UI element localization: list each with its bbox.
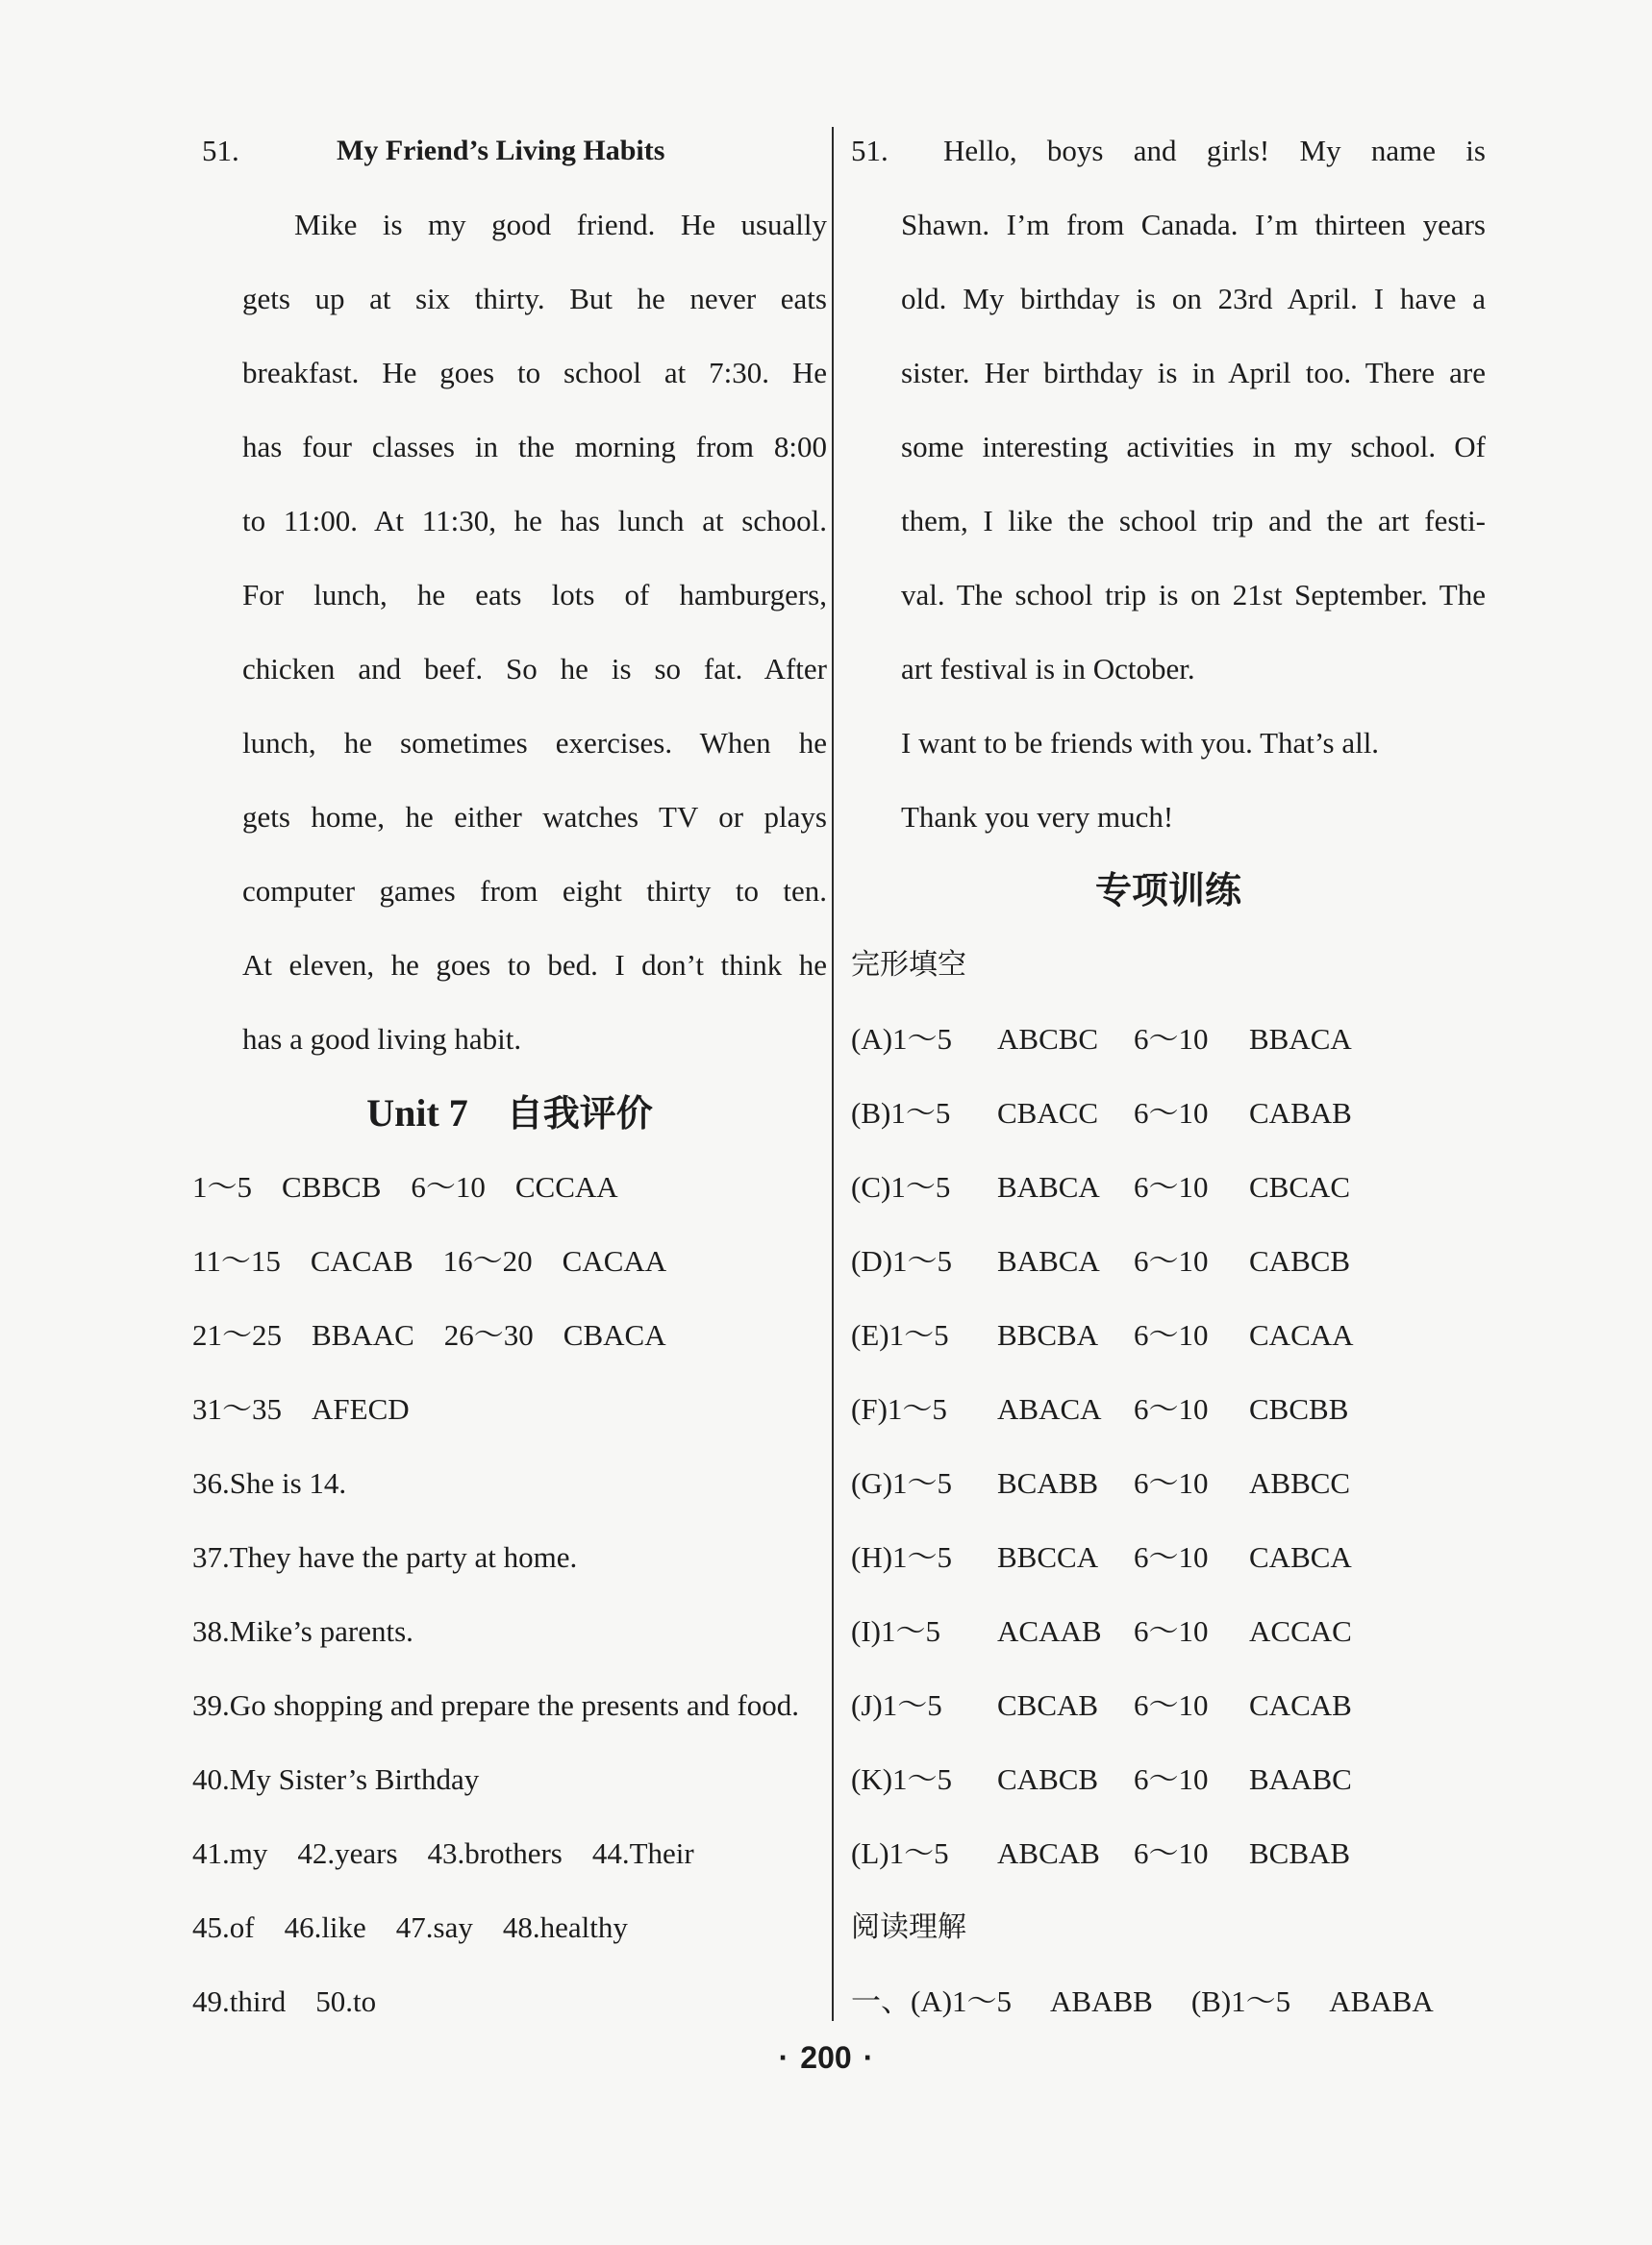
answer-line: 41.my 42.years 43.brothers 44.Their	[192, 1836, 694, 1870]
speech-line: Shawn. I’m from Canada. I’m thirteen years	[901, 208, 1486, 241]
column-divider	[832, 127, 834, 2021]
cloze-row	[851, 1002, 1486, 1076]
answer-line: 11～15 CACAB 16～20 CACAA	[192, 1244, 667, 1278]
speech-body	[851, 113, 1486, 854]
reading-a-label: 一、(A)1～5	[851, 1984, 1013, 2018]
reading-b-label: (B)1～5	[1190, 1984, 1291, 2018]
cloze-row	[851, 1224, 1486, 1298]
cloze-answers-1: BBCBA	[997, 1318, 1099, 1352]
essay-title: My Friend’s Living Habits	[337, 135, 665, 166]
answer-line: 40.My Sister’s Birthday	[192, 1762, 480, 1796]
speech-line: I want to be friends with you. That’s all.	[901, 726, 1380, 760]
cloze-answers-1: CABCB	[997, 1762, 1099, 1796]
cloze-range-2: 6～10	[1134, 1096, 1209, 1130]
essay-line: chicken and beef. So he is so fat. After	[242, 652, 827, 686]
page-number: · 200 ·	[778, 2040, 874, 2075]
speech-number: 51.	[851, 134, 889, 167]
cloze-answers-1: ACAAB	[997, 1614, 1102, 1648]
left-column	[192, 113, 827, 2038]
essay-line: to 11:00. At 11:30, he has lunch at school.	[242, 504, 827, 537]
answer-line: 39.Go shopping and prepare the presents and food.	[192, 1688, 800, 1722]
speech-line: some interesting activities in my school. Of	[901, 430, 1486, 463]
speech-line: old. My birthday is on 23rd April. I have a	[901, 282, 1486, 315]
cloze-range-2: 6～10	[1134, 1244, 1209, 1278]
answer-line: 38.Mike’s parents.	[192, 1614, 413, 1648]
section-title: 专项训练	[1094, 869, 1241, 911]
cloze-answer-list	[851, 1002, 1486, 1890]
cloze-label: (I)1～5	[851, 1614, 940, 1648]
cloze-answers-1: ABACA	[997, 1392, 1102, 1426]
speech-line	[851, 113, 1486, 187]
cloze-label: (B)1～5	[851, 1096, 951, 1130]
speech-line: sister. Her birthday is in April too. There are	[901, 356, 1486, 389]
cloze-answers-2: ABBCC	[1249, 1466, 1351, 1500]
cloze-answers-2: BAABC	[1249, 1762, 1352, 1796]
cloze-answers-1: BBCCA	[997, 1540, 1099, 1574]
essay-line: has a good living habit.	[242, 1022, 522, 1056]
cloze-row	[851, 1372, 1486, 1446]
cloze-row	[851, 1520, 1486, 1594]
cloze-range-2: 6～10	[1134, 1762, 1209, 1796]
cloze-label: (A)1～5	[851, 1022, 953, 1056]
cloze-label: (K)1～5	[851, 1762, 953, 1796]
cloze-range-2: 6～10	[1134, 1170, 1209, 1204]
cloze-row	[851, 1594, 1486, 1668]
cloze-range-2: 6～10	[1134, 1540, 1209, 1574]
cloze-label: (D)1～5	[851, 1244, 953, 1278]
cloze-answers-2: CABAB	[1249, 1096, 1352, 1130]
essay-line: lunch, he sometimes exercises. When he	[242, 726, 827, 760]
cloze-range-2: 6～10	[1134, 1466, 1209, 1500]
cloze-range-2: 6～10	[1134, 1318, 1209, 1352]
cloze-answers-2: CABCA	[1249, 1540, 1352, 1574]
answer-list	[192, 1150, 827, 2038]
cloze-answers-2: CABCB	[1249, 1244, 1351, 1278]
page-number-value: 200	[800, 2040, 852, 2075]
cloze-answers-2: BBACA	[1249, 1022, 1352, 1056]
reading-b-answers: ABABA	[1329, 1984, 1434, 2018]
cloze-label: (F)1～5	[851, 1392, 947, 1426]
cloze-row	[851, 1150, 1486, 1224]
cloze-label: (E)1～5	[851, 1318, 949, 1352]
unit-title: 自我评价	[506, 1092, 653, 1135]
cloze-answers-2: CACAB	[1249, 1688, 1352, 1722]
cloze-row	[851, 1816, 1486, 1890]
cloze-answers-1: CBACC	[997, 1096, 1099, 1130]
speech-line-text: Hello, boys and girls! My name is	[943, 134, 1486, 167]
unit-heading	[192, 1076, 827, 1150]
answer-line: 36.She is 14.	[192, 1466, 347, 1500]
cloze-row	[851, 1668, 1486, 1742]
answer-line: 21～25 BBAAC 26～30 CBACA	[192, 1318, 666, 1352]
essay-line: gets up at six thirty. But he never eats	[242, 282, 827, 315]
cloze-answers-1: ABCAB	[997, 1836, 1100, 1870]
cloze-label: (H)1～5	[851, 1540, 953, 1574]
essay-line: has four classes in the morning from 8:00	[242, 430, 827, 463]
cloze-answers-2: CACAA	[1249, 1318, 1354, 1352]
cloze-answers-1: BABCA	[997, 1170, 1100, 1204]
cloze-row	[851, 1446, 1486, 1520]
speech-line: art festival is in October.	[901, 652, 1195, 686]
cloze-label: (G)1～5	[851, 1466, 953, 1500]
essay-line: computer games from eight thirty to ten.	[242, 874, 827, 908]
cloze-row	[851, 1076, 1486, 1150]
answer-line: 49.third 50.to	[192, 1984, 377, 2018]
cloze-range-2: 6～10	[1134, 1022, 1209, 1056]
cloze-label: (L)1～5	[851, 1836, 949, 1870]
cloze-label: (J)1～5	[851, 1688, 942, 1722]
cloze-label: (C)1～5	[851, 1170, 951, 1204]
cloze-answers-1: BABCA	[997, 1244, 1100, 1278]
reading-answer-row	[851, 1964, 1486, 2038]
speech-line: them, I like the school trip and the art festi-	[901, 504, 1486, 537]
reading-heading: 阅读理解	[851, 1910, 966, 1944]
cloze-range-2: 6～10	[1134, 1614, 1209, 1648]
speech-line: val. The school trip is on 21st September. The	[901, 578, 1486, 611]
essay-body	[192, 187, 827, 1076]
cloze-heading: 完形填空	[851, 948, 966, 982]
essay-line: Mike is my good friend. He usually	[294, 208, 827, 241]
essay-line: breakfast. He goes to school at 7:30. He	[242, 356, 827, 389]
answer-line: 37.They have the party at home.	[192, 1540, 578, 1574]
essay-line: At eleven, he goes to bed. I don’t think he	[242, 948, 827, 982]
cloze-answers-1: CBCAB	[997, 1688, 1099, 1722]
cloze-answers-1: BCABB	[997, 1466, 1099, 1500]
essay-line: For lunch, he eats lots of hamburgers,	[242, 578, 827, 611]
cloze-answers-1: ABCBC	[997, 1022, 1099, 1056]
cloze-range-2: 6～10	[1134, 1392, 1209, 1426]
cloze-answers-2: BCBAB	[1249, 1836, 1351, 1870]
essay-title-row	[202, 113, 827, 187]
answer-line: 1～5 CBBCB 6～10 CCCAA	[192, 1170, 618, 1204]
cloze-row	[851, 1298, 1486, 1372]
cloze-range-2: 6～10	[1134, 1836, 1209, 1870]
answer-line: 45.of 46.like 47.say 48.healthy	[192, 1910, 628, 1944]
cloze-row	[851, 1742, 1486, 1816]
essay-number: 51.	[202, 134, 239, 167]
cloze-range-2: 6～10	[1134, 1688, 1209, 1722]
speech-line: Thank you very much!	[901, 800, 1174, 834]
unit-label: Unit 7	[366, 1091, 468, 1135]
right-column	[851, 113, 1486, 2038]
reading-a-answers: ABABB	[1050, 1984, 1153, 2018]
answer-line: 31～35 AFECD	[192, 1392, 410, 1426]
essay-line: gets home, he either watches TV or plays	[242, 800, 827, 834]
cloze-answers-2: CBCAC	[1249, 1170, 1351, 1204]
cloze-answers-2: ACCAC	[1249, 1614, 1352, 1648]
cloze-answers-2: CBCBB	[1249, 1392, 1349, 1426]
